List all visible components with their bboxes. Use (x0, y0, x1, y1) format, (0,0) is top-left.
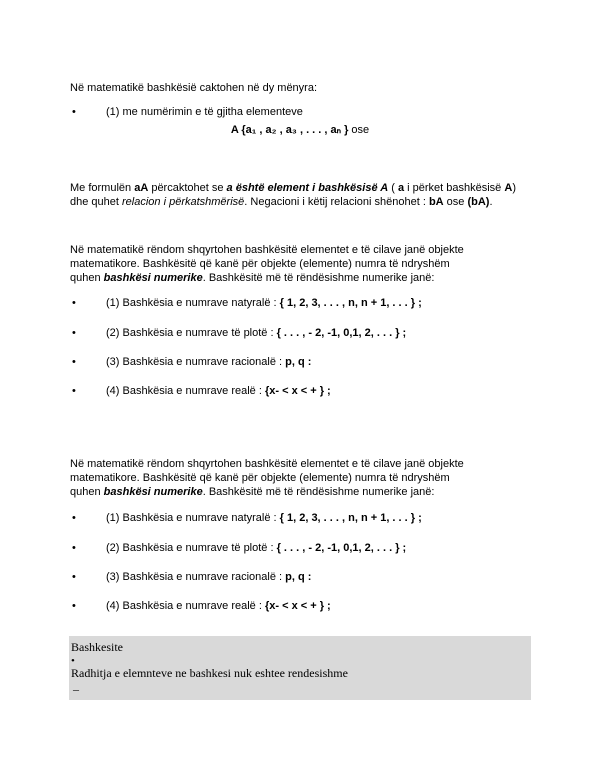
text-run: . Bashkësitë më të rëndësishme numerike janë: (202, 272, 435, 284)
text-run: ) (512, 182, 516, 194)
text-run: ( (388, 182, 398, 194)
item-math: {x- < x < + } ; (264, 385, 331, 397)
text-run: i përket bashkësisë (404, 182, 505, 194)
text-run: Me formulën (70, 182, 135, 194)
list-item (106, 542, 546, 554)
method1-formula: A {a₁ , a₂ , a₃ , . . . , aₙ } (230, 124, 352, 136)
relation-line-1 (70, 181, 540, 195)
notes-dash: – (73, 682, 79, 696)
text-run: . Negacioni i këtij relacioni shënohet : (244, 196, 429, 208)
bullet-symbol: • (72, 297, 76, 309)
item-math: { . . . , - 2, -1, 0,1, 2, . . . } ; (276, 542, 407, 554)
number-sets-paragraph-2 (70, 457, 540, 499)
paragraph-line (70, 271, 540, 285)
item-math: { 1, 2, 3, . . . , n, n + 1, . . . } ; (279, 512, 422, 524)
list-item (106, 297, 546, 309)
item-math: p, q : (285, 571, 312, 583)
method1-formula-line (0, 123, 600, 136)
item-math: {x- < x < + } ; (264, 600, 331, 612)
method1-label: (1) me numërimin e të gjitha elementeve (106, 106, 303, 118)
paragraph-line: matematikore. Bashkësitë që kanë për objekte (elemente) numra të ndryshëm (70, 258, 450, 270)
notes-title: Bashkesite (71, 640, 123, 654)
bullet-symbol: • (72, 512, 76, 524)
text-run: dhe quhet (70, 196, 122, 208)
item-label: (1) Bashkësia e numrave natyralë : (106, 512, 280, 524)
list-item (106, 356, 546, 368)
math-term: (bA) (467, 196, 490, 208)
emphasis-term: bashkësi numerike (103, 272, 203, 284)
item-label: (3) Bashkësia e numrave racionalë : (106, 571, 286, 583)
method1-formula-suffix: ose (351, 124, 370, 136)
emphasis-term: relacion i përkatshmërisë (122, 196, 245, 208)
emphasis-term: bashkësi numerike (103, 486, 203, 498)
math-term: A (504, 182, 513, 194)
relation-line-2 (70, 195, 540, 209)
list-item (106, 512, 546, 524)
list-item (106, 600, 546, 612)
math-term: a (397, 182, 405, 194)
bullet-symbol: • (72, 385, 76, 397)
bullet-symbol: • (72, 542, 76, 554)
notes-text: Radhitja e elemnteve ne bashkesi nuk eshtee rendesishme (71, 666, 348, 680)
text-run: përcaktohet se (148, 182, 227, 194)
text-run: quhen (70, 486, 104, 498)
relation-paragraph (70, 181, 540, 209)
bullet-symbol: • (72, 571, 76, 583)
item-label: (4) Bashkësia e numrave realë : (106, 385, 265, 397)
text-run: . Bashkësitë më të rëndësishme numerike janë: (202, 486, 435, 498)
item-label: (2) Bashkësia e numrave të plotë : (106, 327, 277, 339)
item-math: { . . . , - 2, -1, 0,1, 2, . . . } ; (276, 327, 407, 339)
paragraph-line: Në matematikë rëndom shqyrtohen bashkësitë elementet e të cilave janë objekte (70, 244, 464, 256)
list-item (106, 327, 546, 339)
list-item (106, 385, 546, 397)
math-term: bA (428, 196, 444, 208)
text-run: ose (443, 196, 468, 208)
math-term: aA (134, 182, 149, 194)
paragraph-line (70, 485, 540, 499)
emphasis-term: a është element i bashkësisë A (226, 182, 389, 194)
bullet-symbol: • (72, 600, 76, 612)
item-label: (4) Bashkësia e numrave realë : (106, 600, 265, 612)
bullet-symbol: • (72, 327, 76, 339)
paragraph-line: Në matematikë rëndom shqyrtohen bashkësitë elementet e të cilave janë objekte (70, 458, 464, 470)
bullet-symbol: • (72, 356, 76, 368)
notes-bullet: • (71, 655, 75, 667)
intro-paragraph: Në matematikë bashkësië caktohen në dy mënyra: (70, 82, 318, 94)
item-math: p, q : (285, 356, 312, 368)
item-label: (2) Bashkësia e numrave të plotë : (106, 542, 277, 554)
item-math: { 1, 2, 3, . . . , n, n + 1, . . . } ; (279, 297, 422, 309)
text-run: . (489, 196, 493, 208)
paragraph-line: matematikore. Bashkësitë që kanë për objekte (elemente) numra të ndryshëm (70, 472, 450, 484)
item-label: (1) Bashkësia e numrave natyralë : (106, 297, 280, 309)
bullet-symbol: • (72, 106, 76, 118)
number-sets-paragraph-1 (70, 243, 540, 285)
list-item (106, 571, 546, 583)
item-label: (3) Bashkësia e numrave racionalë : (106, 356, 286, 368)
text-run: quhen (70, 272, 104, 284)
notes-box (69, 636, 531, 700)
